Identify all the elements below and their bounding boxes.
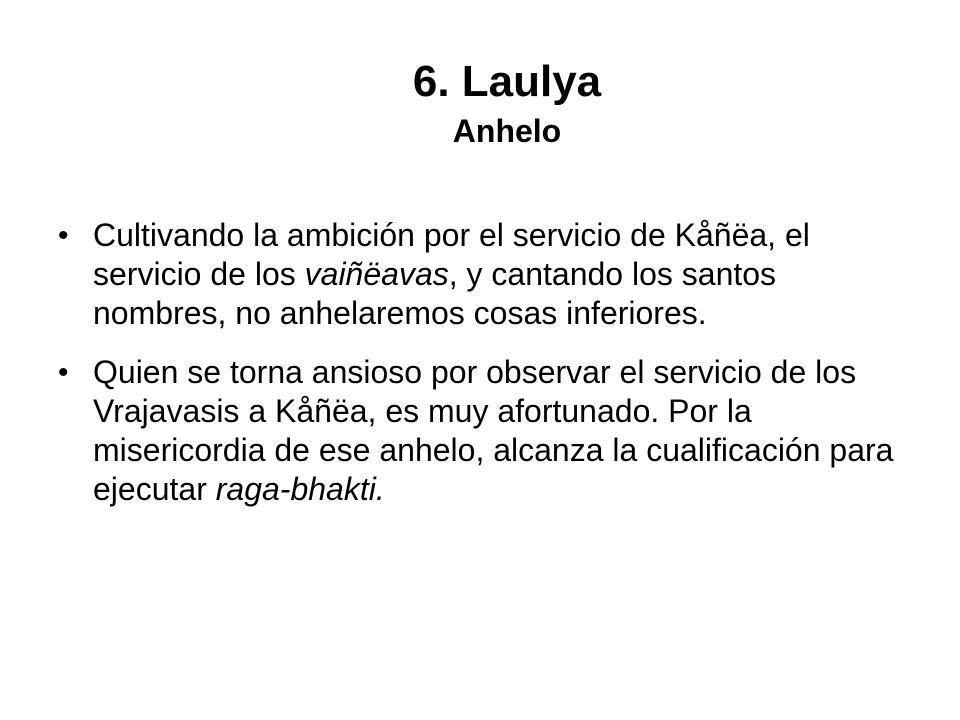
slide-title: 6. Laulya bbox=[412, 57, 602, 106]
bullet-list bbox=[58, 216, 918, 529]
bullet-text bbox=[93, 353, 918, 509]
bullet-item bbox=[58, 353, 918, 509]
slide-subtitle: Anhelo bbox=[452, 113, 562, 149]
bullet-text-segment: Cultivando la ambición por el servicio de Kåñëa, el servicio de los bbox=[93, 217, 810, 292]
title-block bbox=[220, 50, 794, 148]
bullet-text-segment: , y cantando los santos nombres, no anhelaremos cosas inferiores. bbox=[93, 256, 777, 331]
bullet-text-italic-segment: vaiñëavas bbox=[304, 256, 449, 292]
bullet-dot-icon: • bbox=[58, 356, 69, 389]
bullet-dot-icon: • bbox=[58, 219, 69, 252]
bullet-text bbox=[93, 216, 918, 333]
bullet-text-segment: Quien se torna ansioso por observar el servicio de los Vrajavasis a Kåñëa, es muy afortunado. Por la misericordia de ese anhelo, alcanza la cualificación para ejecutar bbox=[93, 354, 894, 507]
bullet-text-italic-segment: raga-bhakti. bbox=[215, 471, 385, 507]
bullet-item bbox=[58, 216, 918, 333]
